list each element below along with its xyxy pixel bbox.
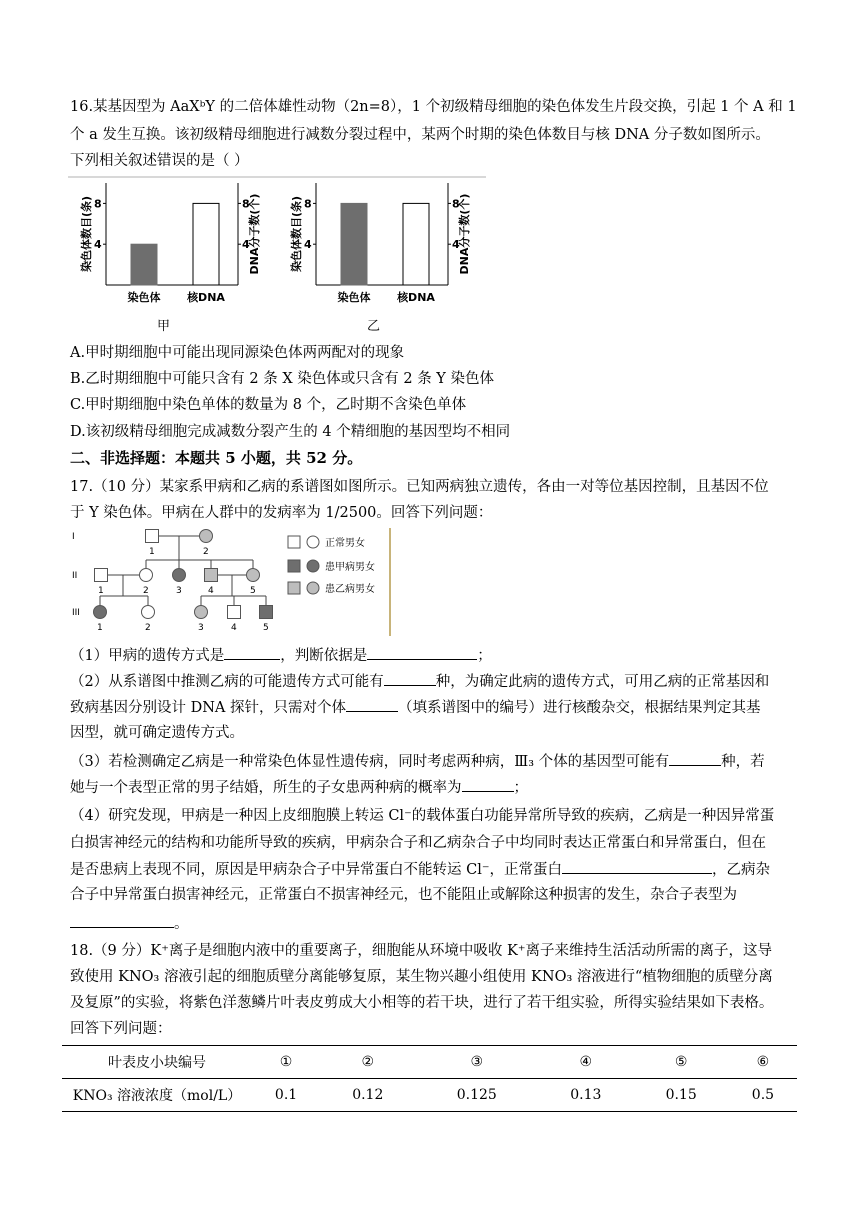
- table-cell: KNO₃ 溶液浓度（mol/L）: [62, 1079, 252, 1112]
- y-axis-title-right: DNA分子数(个): [248, 193, 261, 275]
- q16-bar-charts: [68, 175, 488, 335]
- q17-part4-line3: [70, 858, 800, 881]
- q17-part2-line3: 因型，就可确定遗传方式。: [70, 725, 244, 741]
- q17-p4-text-f: 。: [174, 916, 189, 932]
- table-cell: 0.15: [633, 1079, 728, 1112]
- y-tick-label-right: 4: [452, 238, 460, 252]
- answer-blank-5[interactable]: [669, 750, 721, 766]
- q17-part4-line2: 白损害神经元的结构和功能所导致的疾病，甲病杂合子和乙病杂合子中均同时表达正常蛋白和异常蛋白，但在: [70, 835, 766, 851]
- table-header-cell: ①: [252, 1046, 320, 1079]
- table-row: [62, 1079, 797, 1112]
- individual-number: 5: [263, 623, 269, 633]
- legend-male-symbol: [288, 536, 300, 548]
- q17-p1-text-c: ；: [477, 648, 492, 664]
- section-heading: 二、非选择题：本题共 5 小题，共 52 分。: [70, 449, 363, 467]
- individual-number: 2: [145, 623, 151, 633]
- q17-p2-text-d: （填系谱图中的编号）进行核酸杂交，根据结果判定其基: [398, 700, 761, 716]
- q17-part4-line4: 合子中异常蛋白损害神经元，正常蛋白不损害神经元，也不能阻止或解除这种损害的发生，杂合子表型为: [70, 887, 737, 903]
- q17-part4-line1: （4）研究发现，甲病是一种因上皮细胞膜上转运 Cl⁻的载体蛋白功能异常所导致的疾病，乙病是一种因异常蛋: [70, 808, 775, 824]
- q16-option-a: A.甲时期细胞中可能出现同源染色体两两配对的现象: [70, 345, 405, 361]
- q17-p3-text-d: ；: [513, 780, 528, 796]
- q18-stem-line1: 18.（9 分）K⁺离子是细胞内液中的重要离子，细胞能从环境中吸收 K⁺离子来维持生活活动所需的离子，这导: [70, 943, 772, 959]
- table-header-cell: ③: [415, 1046, 538, 1079]
- individual-III-2: [142, 606, 155, 619]
- q17-p1-text-b: ，判断依据是: [280, 648, 368, 664]
- kno3-table: [62, 1045, 797, 1112]
- q17-p2-text-a: （2）从系谱图中推测乙病的可能遗传方式可能有: [70, 674, 384, 690]
- y-tick-label-left: 8: [94, 197, 102, 211]
- bar-chromosome: [131, 244, 157, 285]
- q18-stem-line2: 致使用 KNO₃ 溶液引起的细胞质壁分离能够复原，某生物兴趣小组使用 KNO₃ 溶液进行“植物细胞的质壁分离: [70, 969, 773, 985]
- individual-I-2: [200, 530, 213, 543]
- q17-p2-text-c: 致病基因分别设计 DNA 探针，只需对个体: [70, 700, 347, 716]
- x-tick-label: 核DNA: [397, 291, 435, 304]
- answer-blank-8[interactable]: [70, 912, 174, 928]
- legend-female-symbol: [307, 582, 319, 594]
- y-tick-label-right: 4: [242, 238, 250, 252]
- table-cell: 0.1: [252, 1079, 320, 1112]
- q17-stem-line1: 17.（10 分）某家系甲病和乙病的系谱图如图所示。已知两病独立遗传，各由一对等位基因控制，且基因不位: [70, 479, 769, 495]
- y-tick-label-left: 4: [304, 238, 312, 252]
- q18-stem-line4: 回答下列问题：: [70, 1021, 172, 1037]
- table-header-cell: ⑥: [729, 1046, 797, 1079]
- q18-stem-line3: 及复原”的实验，将紫色洋葱鳞片叶表皮剪成大小相等的若干块，进行了若干组实验，所得实验结果如下表格。: [70, 995, 774, 1011]
- bar-nuclear-dna: [193, 203, 219, 285]
- q16-option-c: C.甲时期细胞中染色单体的数量为 8 个，乙时期不含染色单体: [70, 397, 467, 413]
- q17-p1-text-a: （1）甲病的遗传方式是: [70, 648, 225, 664]
- individual-II-5: [247, 569, 260, 582]
- q17-part3-line1: [70, 750, 800, 773]
- individual-number: 5: [250, 586, 256, 596]
- q16-option-d: D.该初级精母细胞完成减数分裂产生的 4 个精细胞的基因型均不相同: [70, 424, 511, 440]
- table-cell: 0.5: [729, 1079, 797, 1112]
- x-tick-label: 染色体: [127, 291, 161, 304]
- table-cell: 0.125: [415, 1079, 538, 1112]
- q17-p2-text-b: 种，为确定此病的遗传方式，可用乙病的正常基因和: [435, 674, 770, 690]
- individual-III-1: [94, 606, 107, 619]
- individual-number: 2: [203, 547, 209, 557]
- table-header-cell: ②: [320, 1046, 415, 1079]
- y-axis-title-left: 染色体数目(条): [290, 195, 303, 273]
- answer-blank-6[interactable]: [462, 776, 514, 792]
- bar-chart-jia: [79, 183, 261, 334]
- table-header-row: [62, 1046, 797, 1079]
- q17-stem-line2: 于 Y 染色体。甲病在人群中的发病率为 1/2500。回答下列问题：: [70, 505, 493, 521]
- answer-blank-4[interactable]: [346, 696, 398, 712]
- table-header-cell: ⑤: [633, 1046, 728, 1079]
- chart-title: 乙: [367, 319, 381, 334]
- table-header-cell: 叶表皮小块编号: [62, 1046, 252, 1079]
- legend-label: 患甲病男女: [325, 562, 375, 573]
- q17-p3-text-c: 她与一个表型正常的男子结婚，所生的子女患两种病的概率为: [70, 780, 462, 796]
- q17-part2-line1: [70, 670, 800, 693]
- y-axis-title-right: DNA分子数(个): [458, 193, 471, 275]
- legend-label: 患乙病男女: [325, 584, 375, 595]
- q16-stem-line1: 16.某基因型为 AaXᵇY 的二倍体雄性动物（2n=8），1 个初级精母细胞的染色体发生片段交换，引起 1 个 A 和 1: [70, 99, 797, 115]
- q17-part1: [70, 644, 800, 667]
- q16-stem-line3: 下列相关叙述错误的是（ ）: [70, 153, 249, 169]
- table-cell: 0.12: [320, 1079, 415, 1112]
- y-axis-title-left: 染色体数目(条): [80, 195, 93, 273]
- individual-number: 3: [198, 623, 204, 633]
- bar-chart-yi: [289, 183, 471, 334]
- y-tick-label-left: 8: [304, 197, 312, 211]
- bar-chromosome: [341, 203, 367, 285]
- table-header-cell: ④: [538, 1046, 633, 1079]
- bar-nuclear-dna: [403, 203, 429, 285]
- answer-blank-3[interactable]: [384, 670, 436, 686]
- answer-blank-1[interactable]: [224, 644, 280, 660]
- individual-I-1: [146, 530, 159, 543]
- individual-III-5: [260, 606, 273, 619]
- individual-II-2: [140, 569, 153, 582]
- legend-male-symbol: [288, 582, 300, 594]
- y-tick-label-left: 4: [94, 238, 102, 252]
- individual-II-3: [173, 569, 186, 582]
- q17-part3-line2: [70, 776, 800, 799]
- individual-number: 1: [97, 623, 103, 633]
- legend-female-symbol: [307, 560, 319, 572]
- y-tick-label-right: 8: [452, 197, 460, 211]
- individual-III-3: [195, 606, 208, 619]
- q17-p3-text-b: 种，若: [721, 754, 765, 770]
- individual-number: 2: [143, 586, 149, 596]
- individual-number: 1: [98, 586, 104, 596]
- q16-stem-line2: 个 a 发生互换。该初级精母细胞进行减数分裂过程中，某两个时期的染色体数目与核 DNA 分子数如图所示。: [70, 127, 770, 143]
- q17-p4-text-c: 是否患病上表现不同，原因是甲病杂合子中异常蛋白不能转运 Cl⁻，正常蛋白: [70, 862, 562, 878]
- q16-option-b: B.乙时期细胞中可能只含有 2 条 X 染色体或只含有 2 条 Y 染色体: [70, 371, 494, 387]
- legend-label: 正常男女: [325, 538, 365, 549]
- individual-number: 4: [231, 623, 237, 633]
- generation-label: I: [72, 532, 75, 542]
- individual-number: 4: [208, 586, 214, 596]
- individual-III-4: [228, 606, 241, 619]
- individual-II-1: [95, 569, 108, 582]
- answer-blank-7[interactable]: [562, 858, 712, 874]
- pedigree-chart: [68, 526, 398, 638]
- legend-female-symbol: [307, 536, 319, 548]
- table-cell: 0.13: [538, 1079, 633, 1112]
- x-tick-label: 染色体: [337, 291, 371, 304]
- answer-blank-2[interactable]: [367, 644, 477, 660]
- individual-II-4: [205, 569, 218, 582]
- generation-label: III: [72, 608, 80, 618]
- x-tick-label: 核DNA: [187, 291, 225, 304]
- generation-label: II: [72, 571, 78, 581]
- legend-male-symbol: [288, 560, 300, 572]
- individual-number: 3: [176, 586, 182, 596]
- q17-p3-text-a: （3）若检测确定乙病是一种常染色体显性遗传病，同时考虑两种病，Ⅲ₃ 个体的基因型可能有: [70, 754, 670, 770]
- individual-number: 1: [149, 547, 155, 557]
- chart-title: 甲: [157, 319, 171, 334]
- q17-part2-line2: [70, 696, 800, 719]
- q17-part4-line5: [70, 912, 800, 935]
- y-tick-label-right: 8: [242, 197, 250, 211]
- q17-p4-text-d: ，乙病杂: [712, 862, 770, 878]
